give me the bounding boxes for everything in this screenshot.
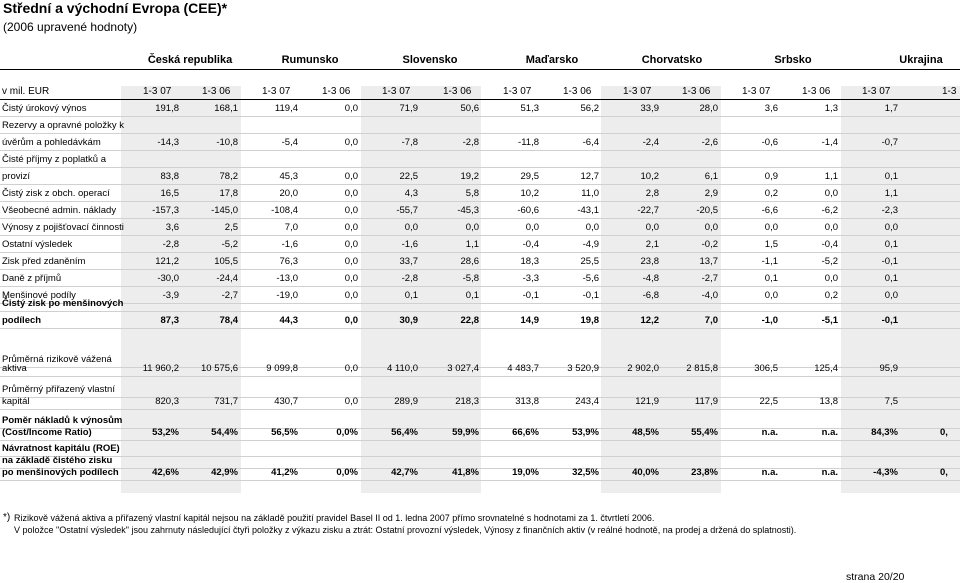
table-cell: 0,0 [344,171,358,182]
table-cell: 117,9 [694,396,718,407]
table-cell: -5,2 [821,256,838,267]
table-cell: 42,6% [152,467,179,478]
table-cell: 1,5 [764,239,778,250]
table-cell: -24,4 [216,273,238,284]
table-cell: 7,0 [284,222,298,233]
table-cell: -0,4 [522,239,539,250]
row-line [0,117,960,134]
table-cell: 0,0 [404,222,418,233]
table-cell: -0,1 [881,315,898,326]
table-cell: 243,4 [575,396,599,407]
period-header: 1-3 [942,86,957,97]
table-cell: 0,0 [344,239,358,250]
row-label: Čistý zisk po menšinových [2,298,124,309]
period-header: 1-3 07 [143,86,172,97]
page-title: Střední a východní Evropa (CEE)* [3,0,228,16]
table-cell: -0,4 [821,239,838,250]
table-cell: 71,9 [399,103,418,114]
row-line [0,312,960,329]
period-header: 1-3 07 [742,86,771,97]
row-line [0,219,960,236]
row-line [0,202,960,219]
table-cell: -6,4 [582,137,599,148]
table-cell: -4,9 [582,239,599,250]
table-cell: 20,0 [279,188,298,199]
table-cell: 18,3 [520,256,539,267]
period-header: 1-3 06 [802,86,831,97]
table-cell: 0,2 [764,188,778,199]
row-label: Zisk před zdaněním [2,256,86,267]
table-cell: 2 902,0 [627,363,659,374]
table-cell: 430,7 [274,396,298,407]
period-header: 1-3 06 [443,86,472,97]
table-cell: 1,1 [884,188,898,199]
table-cell: 42,7% [391,467,418,478]
table-cell [940,185,960,202]
table-cell: -5,1 [821,315,838,326]
table-cell: 7,5 [884,396,898,407]
table-cell: 0, [940,467,948,478]
row-line [0,424,960,441]
row-label: Daně z příjmů [2,273,62,284]
table-cell: 51,3 [520,103,539,114]
table-cell [940,253,960,270]
table-cell: 0,1 [884,273,898,284]
table-cell: -145,0 [211,205,238,216]
table-cell: 16,5 [160,188,179,199]
table-cell: 6,1 [704,171,718,182]
table-cell: -0,2 [701,239,718,250]
table-cell: 48,5% [632,427,659,438]
table-cell: 10,2 [520,188,539,199]
table-cell [940,219,960,236]
table-cell: -3,3 [522,273,539,284]
table-cell: 56,2 [580,103,599,114]
country-header: Slovensko [402,54,458,66]
table-cell: 2,1 [645,239,659,250]
table-cell: 119,4 [274,103,298,114]
country-header: Maďarsko [525,54,579,66]
period-header: 1-3 07 [503,86,532,97]
table-cell: -6,6 [761,205,778,216]
table-cell: 0,0 [344,363,358,374]
table-cell: -2,3 [881,205,898,216]
period-divider [0,99,960,100]
row-line [0,270,960,287]
table-cell: 121,9 [635,396,659,407]
table-cell: 0,0 [344,222,358,233]
table-cell: 0,0 [344,396,358,407]
table-cell: 3,6 [764,103,778,114]
row-line [0,134,960,151]
table-cell: -7,8 [401,137,418,148]
table-cell: 41,2% [271,467,298,478]
row-label: kapitál [2,396,30,407]
period-header: 1-3 06 [682,86,711,97]
table-cell: -14,3 [157,137,179,148]
table-cell: -1,6 [401,239,418,250]
row-line [0,360,960,377]
table-cell: 22,8 [460,315,479,326]
table-cell: 1,3 [824,103,838,114]
period-header: 1-3 06 [202,86,231,97]
table-cell: 25,5 [580,256,599,267]
table-cell: 0,2 [824,290,838,301]
country-header: Srbsko [774,54,812,66]
table-cell: 13,7 [699,256,718,267]
table-cell: 0,0 [764,290,778,301]
table-cell: -0,1 [522,290,539,301]
table-cell: 11,0 [581,188,599,199]
table-cell: -10,8 [216,137,238,148]
table-cell: 0,0 [344,315,358,326]
table-cell: 191,8 [155,103,179,114]
table-cell: 14,9 [520,315,539,326]
table-cell: 0, [940,427,948,438]
table-cell: 50,6 [460,103,479,114]
period-header-row [0,83,960,100]
table-cell: -0,6 [761,137,778,148]
table-cell: 17,8 [219,188,238,199]
table-cell: n.a. [761,427,778,438]
table-cell: 56,4% [391,427,418,438]
table-cell: 59,9% [452,427,479,438]
table-cell: -1,0 [761,315,778,326]
table-cell: 12,2 [640,315,659,326]
table-cell: 0,0 [884,222,898,233]
table-cell: n.a. [821,427,838,438]
table-cell: 9 099,8 [266,363,298,374]
table-cell: 0,9 [764,171,778,182]
row-label: úvěrům a pohledávkám [2,137,101,148]
row-line [0,464,960,481]
table-cell: 33,7 [399,256,418,267]
table-cell: 76,3 [279,256,298,267]
table-cell: 0,0% [336,427,358,438]
row-label: podílech [2,315,42,326]
table-cell: 22,5 [759,396,778,407]
table-cell [940,168,960,185]
table-cell: 7,0 [704,315,718,326]
table-cell: 731,7 [214,396,238,407]
table-cell: -60,6 [517,205,539,216]
table-cell [940,270,960,287]
table-cell: 54,4% [211,427,238,438]
table-cell: 3 520,9 [567,363,599,374]
row-line [0,100,960,117]
table-cell: 0,0 [344,103,358,114]
table-cell: 0,0 [465,222,479,233]
table-cell: 1,1 [465,239,479,250]
table-cell: 0,0 [824,273,838,284]
row-label: Menšinové podíly [2,290,76,301]
table-cell: 45,3 [279,171,298,182]
footnote-line-2: V položce "Ostatní výsledek" jsou zahrnuty následující čtyři položky z výkazu zisku a ztrát: Ostatní provozní výsledek, Výnosy z finančních aktiv (v reálné hodnotě, na prodej a držená do splatnosti). [14,525,797,535]
table-cell: 4,3 [404,188,418,199]
header-divider [0,69,960,70]
table-cell: 87,3 [160,315,179,326]
table-cell: 41,8% [452,467,479,478]
table-cell: -5,6 [582,273,599,284]
table-cell: 53,2% [152,427,179,438]
row-label: po menšinových podílech [2,467,119,478]
table-cell [940,202,960,219]
table-cell: 33,9 [640,103,659,114]
table-cell: -43,1 [577,205,599,216]
table-cell: 105,5 [214,256,238,267]
table-cell: 2,8 [645,188,659,199]
table-cell: 2 815,8 [686,363,718,374]
table-cell: 3 027,4 [447,363,479,374]
row-label: Průměrný přiřazený vlastní [2,384,115,395]
period-header: 1-3 07 [862,86,891,97]
row-label: aktiva [2,363,27,374]
table-cell: -0,1 [881,256,898,267]
unit-label: v mil. EUR [2,86,50,97]
row-line [0,185,960,202]
table-cell: 78,4 [219,315,238,326]
table-cell: 0,0 [344,273,358,284]
table-cell: 125,4 [814,363,838,374]
table-cell: 168,1 [214,103,238,114]
period-header: 1-3 06 [563,86,592,97]
row-label: Všeobecné admin. náklady [2,205,117,216]
period-header: 1-3 07 [382,86,411,97]
table-cell [940,360,960,377]
table-cell: 121,2 [155,256,179,267]
table-cell: 0,0 [704,222,718,233]
table-cell: 0,1 [404,290,418,301]
table-cell: 820,3 [155,396,179,407]
row-label: Čisté příjmy z poplatků a [2,154,107,165]
table-cell: -0,7 [881,137,898,148]
table-cell: 83,8 [160,171,179,182]
table-cell: 0,0 [824,222,838,233]
table-cell: -45,3 [457,205,479,216]
table-cell: -4,8 [642,273,659,284]
table-cell: 55,4% [691,427,718,438]
row-label: Rezervy a opravné položky k [2,120,124,131]
table-cell: 218,3 [455,396,479,407]
table-cell: -2,8 [162,239,179,250]
row-line [0,295,960,312]
row-label: Výnosy z pojišťovací činnosti [2,222,124,233]
table-cell: -1,6 [281,239,298,250]
table-cell: 0,0 [344,137,358,148]
table-cell: -1,1 [761,256,778,267]
table-cell: 78,2 [219,171,238,182]
table-cell: 22,5 [399,171,418,182]
country-header: Ukrajina [899,54,943,66]
table-cell: -3,9 [162,290,179,301]
table-cell: 289,9 [394,396,418,407]
table-cell: -11,8 [518,137,539,148]
table-cell: -2,4 [642,137,659,148]
row-label: Poměr nákladů k výnosům [2,415,123,426]
table-cell: 95,9 [879,363,898,374]
table-cell: 306,5 [754,363,778,374]
row-label: na základě čistého zisku [2,455,113,466]
table-cell [940,236,960,253]
period-header: 1-3 07 [262,86,291,97]
table-cell: 0,1 [884,239,898,250]
table-cell: -6,2 [821,205,838,216]
period-header: 1-3 07 [623,86,652,97]
table-cell: 0,0 [344,256,358,267]
table-cell: -4,3% [873,467,898,478]
country-header: Rumunsko [281,54,339,66]
table-cell: 40,0% [632,467,659,478]
table-cell: -5,2 [221,239,238,250]
page-subtitle: (2006 upravené hodnoty) [3,20,138,34]
table-cell: 11 960,2 [142,363,179,374]
table-cell: 66,6% [512,427,539,438]
table-cell [940,134,960,151]
table-cell: -2,6 [701,137,718,148]
row-line [0,236,960,253]
table-cell: 53,9% [572,427,599,438]
footnote-line-1: Rizikově vážená aktiva a přiřazený vlastní kapitál nejsou na základě použití pravidel Basel II od 1. ledna 2007 přímo srovnatelné s hodnotami za 1. čtvrtletí 2006. [14,513,655,523]
table-cell: 0,0 [764,222,778,233]
row-line [0,168,960,185]
table-cell: 5,8 [465,188,479,199]
table-cell: -19,0 [276,290,298,301]
period-header: 1-3 06 [322,86,351,97]
table-cell: 28,0 [699,103,718,114]
country-header: Chorvatsko [641,54,703,66]
table-cell: n.a. [761,467,778,478]
table-cell: 0,0 [344,290,358,301]
page-number: strana 20/20 [846,571,905,583]
table-cell: 28,6 [460,256,479,267]
table-cell: 1,1 [824,171,838,182]
table-cell: 0,1 [764,273,778,284]
row-line [0,393,960,410]
row-line [0,253,960,270]
row-label: provizí [2,171,30,182]
row-label: Ostatní výsledek [2,239,73,250]
table-cell: -108,4 [271,205,298,216]
table-cell: 10 575,6 [201,363,238,374]
table-cell: 19,0% [512,467,539,478]
table-cell: 4 483,7 [507,363,539,374]
table-cell: 84,3% [871,427,898,438]
table-cell: 32,5% [572,467,599,478]
table-cell: -13,0 [276,273,298,284]
table-cell: 0,1 [465,290,479,301]
table-cell: -2,8 [401,273,418,284]
row-label: Čistý zisk z obch. operací [2,188,110,199]
table-cell: 0,0 [344,205,358,216]
table-cell: 0,0 [824,188,838,199]
table-cell: 0,0% [336,467,358,478]
table-cell [940,100,960,117]
table-cell: 29,5 [520,171,539,182]
table-cell: 23,8 [640,256,659,267]
row-label: Čistý úrokový výnos [2,103,87,114]
table-cell: 10,2 [640,171,659,182]
table-cell: -157,3 [152,205,179,216]
table-cell: -22,7 [637,205,659,216]
table-cell: 44,3 [279,315,298,326]
table-cell: 1,7 [884,103,898,114]
table-cell: 12,7 [580,171,599,182]
table-cell: 0,0 [884,290,898,301]
table-cell: 13,8 [819,396,838,407]
table-cell [940,393,960,410]
row-label: Průměrná rizikově vážená [2,354,112,365]
table-cell: 0,0 [344,188,358,199]
table-cell: -5,4 [281,137,298,148]
table-cell: 42,9% [211,467,238,478]
table-cell: -55,7 [396,205,418,216]
table-cell: -1,4 [821,137,838,148]
row-label: (Cost/Income Ratio) [2,427,92,438]
table-cell: -4,0 [701,290,718,301]
table-cell: 313,8 [515,396,539,407]
row-line [0,151,960,168]
table-cell: 2,5 [224,222,238,233]
table-cell: 4 110,0 [387,363,418,374]
table-cell: -0,1 [582,290,599,301]
table-cell: 19,2 [460,171,479,182]
table-cell: -2,8 [462,137,479,148]
table-cell: -5,8 [462,273,479,284]
table-cell: 19,8 [580,315,599,326]
table-cell [940,312,960,329]
table-cell: n.a. [821,467,838,478]
table-cell: -2,7 [221,290,238,301]
table-cell: 0,0 [585,222,599,233]
table-cell: 0,1 [884,171,898,182]
table-cell: -6,8 [642,290,659,301]
table-cell: 23,8% [691,467,718,478]
table-cell: 0,0 [645,222,659,233]
table-cell: -30,0 [157,273,179,284]
row-label: Návratnost kapitálu (ROE) [2,443,120,454]
table-cell: 30,9 [399,315,418,326]
table-cell: -20,5 [696,205,718,216]
table-cell: 2,9 [704,188,718,199]
table-cell: 56,5% [271,427,298,438]
footnote-star: *) [3,512,11,523]
table-cell: 0,0 [525,222,539,233]
country-header: Česká republika [147,54,233,66]
table-cell: 3,6 [165,222,179,233]
table-cell: -2,7 [701,273,718,284]
